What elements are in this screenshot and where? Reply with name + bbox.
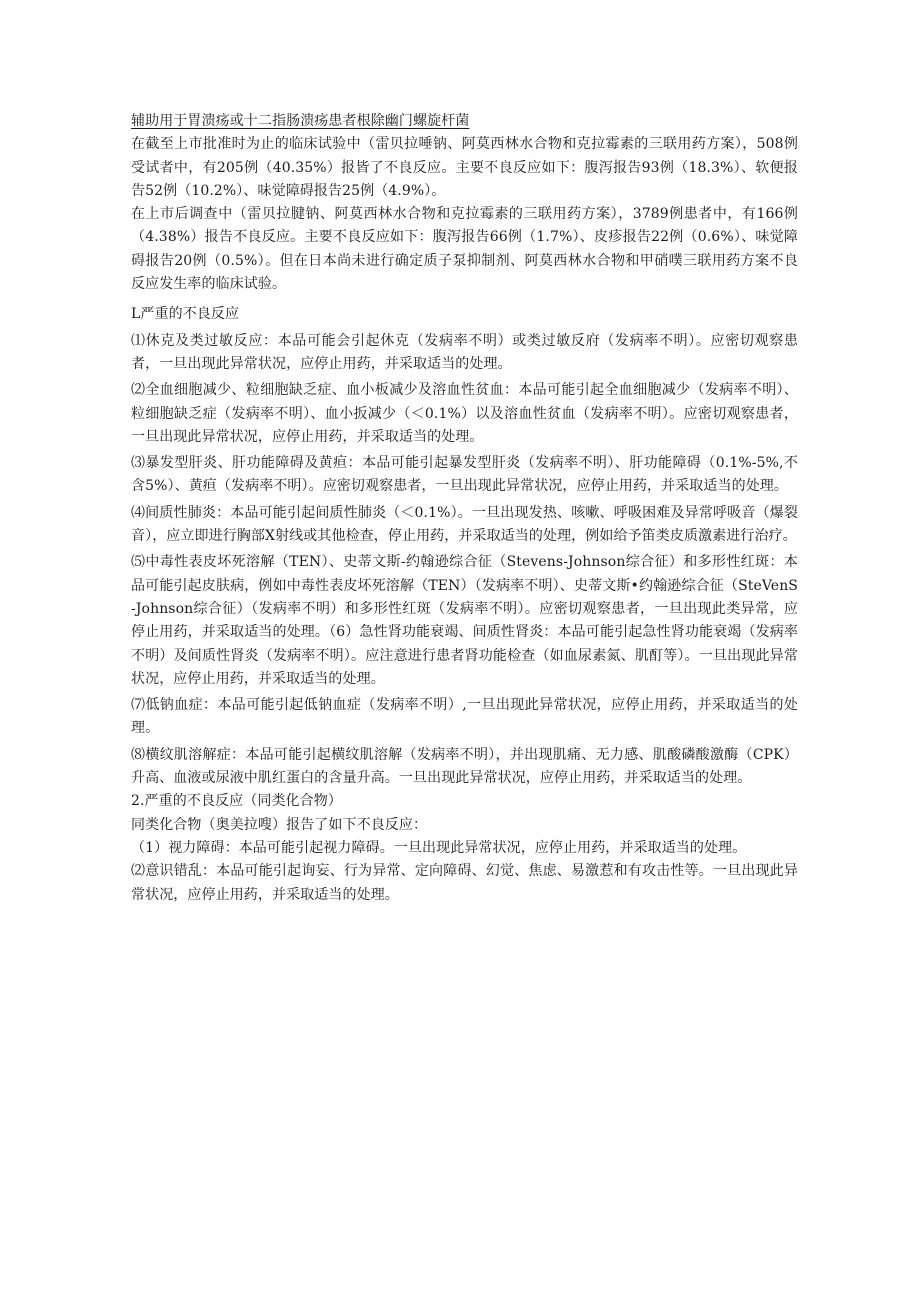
list-item-vision: （1）视力障碍：本品可能引起视力障碍。一旦出现此异常状况，应停止用药，并采取适当的处理。 [131, 839, 747, 856]
list-item-pancytopenia: ⑵全血细胞减少、粒细胞缺乏症、血小板减少及溶血性贫血：本品可能引起全血细胞减少（发病率不明）、粒细胞缺乏症（发病率不明）、血小扳减少（＜0.1%）以及溶血性贫血（发病率不明）。应密切观察患者，一旦出现此异常状况，应停止用药，并采取适当的处理。 [131, 382, 798, 445]
post-marketing-paragraph: 在上市后调查中（雷贝拉腱钠、阿莫西林水合物和克拉霉素的三联用药方案），3789例患者中，有166例（4.38%）报告不良反应。主要不良反应如下：腹泻报告66例（1.7%）、皮疹报告22例（0.6%）、味觉障碍报告20例（0.5%）。但在日本尚未进行确定质子泵抑制剂、阿莫西林水合物和甲硝噗三联用药方案不良反应发生率的临床试验。 [131, 206, 798, 293]
similar-compound-intro: 同类化合物（奥美拉嗖）报告了如下不良反应： [131, 816, 428, 833]
section-heading-similar-compounds: 2.严重的不良反应（同类化合物） [131, 793, 342, 810]
document-page [131, 110, 798, 907]
list-item-shock: ⑴休克及类过敏反应：本品可能会引起休克（发病率不明）或类过敏反府（发病率不明）。应密切观察患者，一旦出现此异常状况，应停止用药，并采取适当的处理。 [131, 332, 798, 372]
document-title: 辅助用于胃溃疡或十二指肠溃疡患者根除幽门螺旋杆菌 [131, 113, 470, 129]
list-item-rhabdomyolysis: ⑻横纹肌溶解症：本品可能引起横纹肌溶解（发病率不明），并出现肌痛、无力感、肌酸磷酸激酶（CPK）升高、血液或尿液中肌红蛋白的含量升高。一旦出现此异常状况，应停止用药，并采取适当的处理。 [131, 746, 798, 787]
list-item-confusion: ⑵意识错乱：本品可能引起询妄、行为异常、定向障碍、幻觉、焦虑、易激惹和有攻击性等。一旦出现此异常状况，应停止用药，并采取适当的处理。 [131, 863, 798, 903]
list-item-interstitial-pneumonia: ⑷间质性肺炎：本品可能引起间质性肺炎（＜0.1%）。一旦出现发热、咳嗽、呼吸困难及异常呼吸音（爆裂音），应立即进行胸部X射线或其他检查，停止用药，并采取适当的处理，例如给予笛类皮质激素进行治疗。 [131, 504, 798, 545]
list-item-hyponatremia: ⑺低钠血症：本品可能引起低钠血症（发病率不明）,一旦出现此异常状况，应停止用药，并采取适当的处理。 [131, 697, 798, 737]
clinical-trial-paragraph: 在截至上市批准时为止的临床试验中（雷贝拉唾钠、阿莫西林水合物和克拉霉素的三联用药方案），508例受试者中，有205例（40.35%）报皆了不良反应。主要不良反应如下：腹泻报告93例（18.3%）、软便报告52例（10.2%）、味觉障碍报告25例（4.9%）。 [131, 136, 798, 199]
list-item-hepatitis: ⑶暴发型肝炎、肝功能障碍及黄疸：本品可能引起暴发型肝炎（发病率不明）、肝功能障碍（0.1%-5%,不含5%）、黄疸（发病率不明）。应密切观察患者，一旦出现此异常状况，应停止用药，并采取适当的处理。 [131, 455, 798, 495]
section-heading-serious-adverse: L严重的不良反应 [131, 306, 240, 323]
list-item-ten-sjs: ⑸中毒性表皮坏死溶解（TEN）、史蒂文斯-约翰逊综合征（Stevens-Johnson综合征）和多形性红斑：本品可能引起皮肤病，例如中毒性表皮坏死溶解（TEN）（发病率不明）、史蒂文斯•约翰逊综合征（SteVenS-Johnson综合征）（发病率不明）和多形性红斑（发病率不明）。应密切观察患者，一旦出现此类异常，应停止用药，并采取适当的处理。（6）急性肾功能衰竭、间质性肾炎：本品可能引起急性肾功能衰竭（发病率不明）及间质性肾炎（发病率不明）。应注意进行患者肾功能检查（如血尿素氮、肌酊等）。一旦出现此异常状况，应停止用药，并采取适当的处理。 [131, 554, 798, 687]
